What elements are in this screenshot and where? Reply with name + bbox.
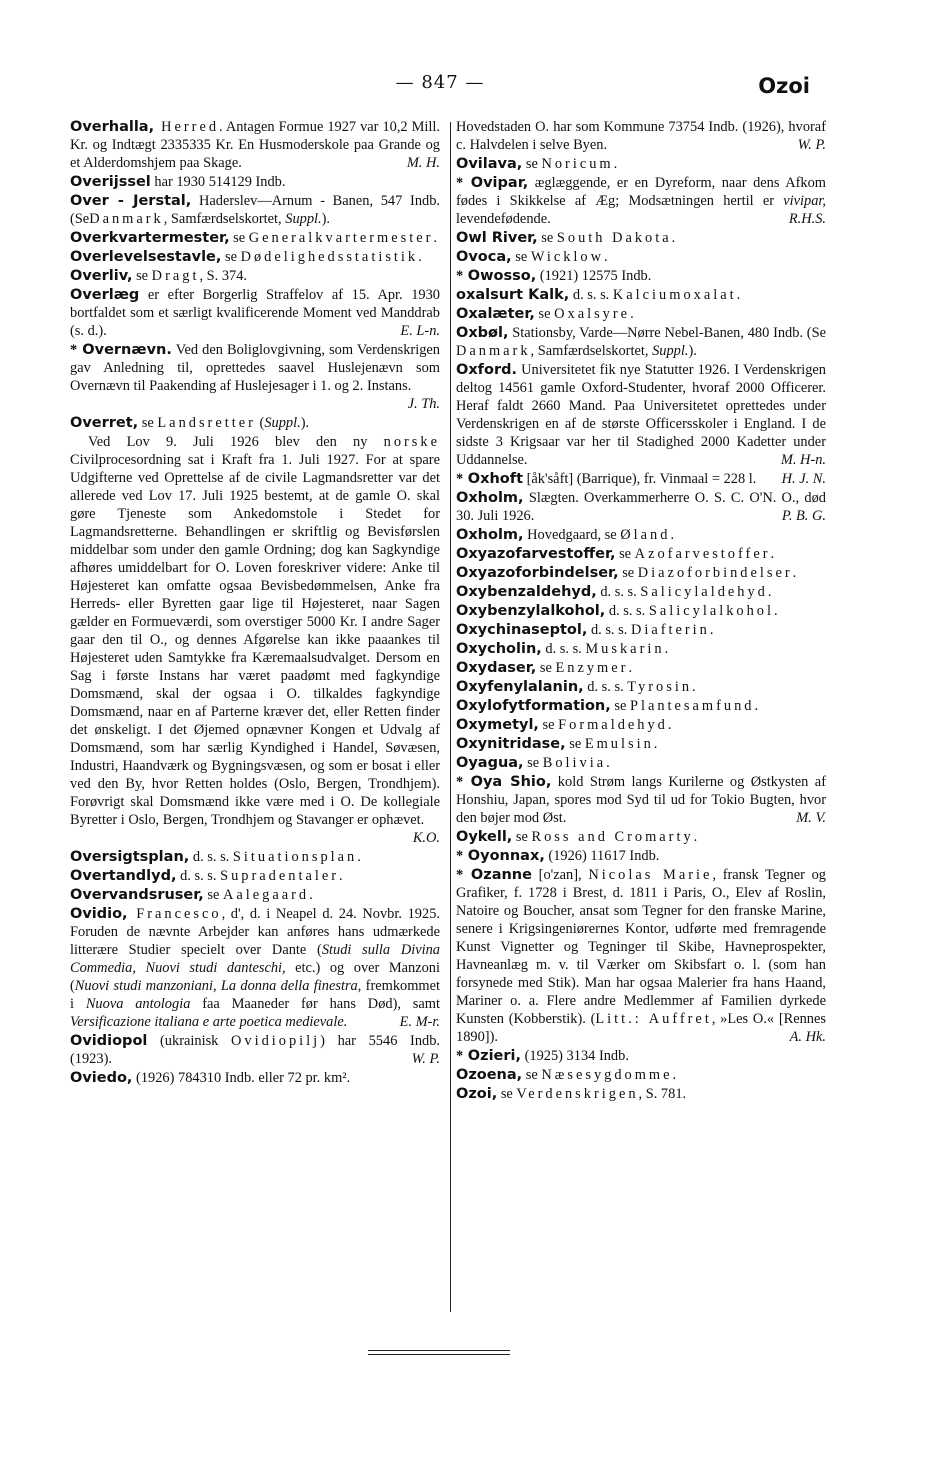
- entry-headword: Oxyazoforbindelser,: [456, 565, 619, 581]
- entry-headword: Ovidiopol: [70, 1033, 148, 1049]
- entry-text: d. s. s.: [176, 868, 221, 884]
- dictionary-entry: [456, 735, 826, 753]
- entry-text: .: [664, 641, 669, 657]
- entry-text: (1926) 784310 Indb. eller 72 pr. km².: [132, 1070, 351, 1086]
- entry-headword: Oxbøl,: [456, 325, 509, 341]
- entry-headword: Oxydaser,: [456, 660, 537, 676]
- author-signature: P. B. G.: [781, 508, 826, 524]
- star-marker: *: [456, 774, 470, 790]
- entry-text: .: [667, 717, 672, 733]
- star-marker: *: [456, 175, 470, 191]
- entry-text: d. s. s.: [587, 622, 631, 638]
- dictionary-entry: [456, 1066, 826, 1084]
- star-marker: *: [456, 867, 470, 883]
- spaced-reference: Diafterin: [630, 622, 710, 638]
- entry-text: levendefødende.: [456, 211, 551, 227]
- dictionary-entry: [456, 678, 826, 696]
- entry-headword: Oxybenzaldehyd,: [456, 584, 597, 600]
- entry-text: d. s. s.: [189, 849, 233, 865]
- entry-text: d. s. s.: [583, 679, 628, 695]
- entry-text: .: [709, 622, 714, 638]
- dictionary-entry: [70, 267, 440, 285]
- entry-headword: Overvandsruser,: [70, 887, 204, 903]
- entry-text: Civilprocesordning sat i Kraft fra 1. Juli 1927. For at spare Udgifterne ved Oprettelse af de civile Lagmandsretter var det allerede ved Lov 17. Juli 1925 bestemt, at de gamle O. skal gøre Tjeneste som Ankedomstole i Stedet for Lagmandsretterne. Behandlingen er skriftlig og Bevisførslen middelbar som under den gamle Ordning; dog kan Sagkyndige afhøres umiddelbart for O. Loven foreskriver videre: Anke til Højesteret kan omfatte ogsaa Bevisbedømmelsen, Anke fra Herreds- eller Byretten gaar lige til Højesteret, naar Sagen gælder en Formueværdi, som overstiger 5000 Kr. I andre Sager gaar den til O., og dennes Afgørelse kan ikke paaankes til Højesteret uden Samtykke fra Kæremaalsudvalget. Dersom en Sag i første Instans har været paadømt med fagkyndige Domsmænd, skal der ogsaa i O. tilkaldes fagkyndige Domsmænd, naar en af Parterne kræver det, eller Retten finder det ønskeligt. I det Øjemed opnævner Kongen et Udvalg af Domsmænd, som har særlig Kyndighed i Handel, Søvæsen, Industri, Haandværk og Bygningsvæsen, og som er bosat i eller ved den By, hvor Retten holdes (Oslo, Bergen, Trondhjem). Forøvrigt skal Domsmænd ikke være med i O. De kollegiale Byretter i Oslo, Bergen, Trondhjem og Stavanger er ophævet.: [70, 452, 440, 828]
- entry-headword: Ozanne: [470, 867, 532, 883]
- author-signature: K.O.: [412, 830, 440, 846]
- entry-text: kold Strøm langs Kurilerne og Østkysten af Honshiu, Japan, spores mod Syd til ud for Tokio Bugten, hvor den bøjer mod Øst.: [456, 774, 826, 826]
- entry-text: se: [615, 546, 635, 562]
- entry-text: , Samfærdselskortet,: [530, 343, 653, 359]
- italic-text: Suppl.: [652, 343, 689, 359]
- entry-headword: Ovidio,: [70, 906, 128, 922]
- entry-text: [åk'såft] (Barrique), fr. Vinmaal = 228 l.: [523, 471, 757, 487]
- entry-text: se: [537, 230, 557, 246]
- entry-text: se: [522, 156, 542, 172]
- dictionary-entry: [456, 229, 826, 247]
- entry-text: .: [613, 156, 618, 172]
- spaced-reference: Salicylalkohol: [648, 603, 774, 619]
- spaced-reference: Landsretter: [157, 415, 256, 431]
- dictionary-entry: [456, 305, 826, 323]
- star-marker: *: [456, 268, 467, 284]
- dictionary-entry: [456, 286, 826, 304]
- spaced-reference: Emulsin: [584, 736, 654, 752]
- entry-text: (: [255, 415, 265, 431]
- dictionary-entry: [456, 118, 826, 154]
- entry-text: ).: [321, 211, 331, 227]
- entry-text: ).: [688, 343, 697, 359]
- entry-text: se: [512, 829, 532, 845]
- entry-headword: Ozoena,: [456, 1067, 523, 1083]
- entry-text: .: [770, 546, 775, 562]
- entry-text: .: [693, 829, 698, 845]
- entry-headword: Oya Shio,: [470, 774, 552, 790]
- entry-headword: Oykell,: [456, 829, 513, 845]
- spaced-reference: Wicklow: [530, 249, 605, 265]
- spaced-reference: Formaldehyd: [558, 717, 668, 733]
- italic-text: Nuova antologia: [85, 996, 191, 1012]
- entry-text: .: [628, 660, 633, 676]
- dictionary-entry: [70, 433, 440, 847]
- entry-text: .: [630, 306, 634, 322]
- dictionary-entry: [70, 173, 440, 191]
- entry-text: .: [309, 887, 313, 903]
- dictionary-entry: [70, 341, 440, 413]
- spaced-reference: Litt.: Auffret: [595, 1011, 712, 1027]
- spaced-reference: Øland: [620, 527, 671, 543]
- dictionary-entry: [456, 489, 826, 525]
- author-signature: M. H-n.: [780, 452, 826, 468]
- star-marker: *: [456, 848, 467, 864]
- entry-text: .: [672, 1067, 677, 1083]
- spaced-reference: Supradentaler: [220, 868, 340, 884]
- entry-headword: Oversigtsplan,: [70, 849, 190, 865]
- entry-headword: Owosso,: [467, 268, 537, 284]
- spaced-reference: Herred: [154, 119, 220, 135]
- dictionary-entry: [456, 583, 826, 601]
- entry-headword: Overlæg: [70, 287, 140, 303]
- entry-text: , Samfærdselskortet,: [163, 211, 286, 227]
- entry-text: se: [497, 1086, 517, 1102]
- spaced-reference: South Dakota: [556, 230, 672, 246]
- dictionary-entry: [456, 754, 826, 772]
- dictionary-entry: [456, 621, 826, 639]
- entry-text: Haderslev—Arnum - Banen, 547 Indb. (Se: [70, 193, 440, 227]
- dictionary-entry: [456, 545, 826, 563]
- dictionary-entry: [456, 697, 826, 715]
- spaced-reference: Danmark: [89, 211, 164, 227]
- entry-headword: Owl River,: [456, 230, 538, 246]
- entry-text: etc.) og over Manzoni (: [70, 960, 441, 994]
- entry-text: (1925) 3134 Indb.: [521, 1048, 629, 1064]
- entry-headword: Overret,: [70, 415, 139, 431]
- dictionary-entry: [70, 192, 440, 228]
- entry-headword: Oviedo,: [70, 1070, 133, 1086]
- entry-text: er efter Borgerlig Straffelov af 15. Apr. 1930 bortfaldet som et særligt kvalificerende Moment ved Manddrab (s. d.).: [70, 287, 440, 339]
- dictionary-entry: [456, 564, 826, 582]
- entry-headword: Oxyazofarvestoffer,: [456, 546, 616, 562]
- dictionary-entry: [456, 659, 826, 677]
- entry-headword: Overtandlyd,: [70, 868, 177, 884]
- entry-text: .: [339, 868, 343, 884]
- entry-headword: oxalsurt Kalk,: [456, 287, 570, 303]
- spaced-reference: Danmark: [456, 343, 531, 359]
- entry-text: se: [536, 660, 556, 676]
- entry-text: .: [357, 849, 361, 865]
- entry-text: Universitetet fik nye Statutter 1926. I Verdenskrigen deltog 14561 gamle Oxford-Studenter, hvoraf 2000 Officerer. Heraf faldt 2660 Mand. Paa Universitetet oprettedes under Verdenskrigen en af de største Officersskoler i England. I de sidste 3 Krigsaar var her til Stadighed 2000 Kadetter under Uddannelse.: [456, 362, 826, 468]
- entry-headword: Oxholm,: [456, 527, 524, 543]
- entry-text: .: [792, 565, 797, 581]
- dictionary-entry: [70, 1069, 440, 1087]
- entry-headword: Oxalæter,: [456, 306, 535, 322]
- italic-text: Versificazione italiana e arte poetica medievale.: [70, 1014, 348, 1030]
- entry-headword: Overhalla,: [70, 119, 155, 135]
- dictionary-entry: [70, 229, 440, 247]
- spaced-reference: Ovidiopilj: [231, 1033, 321, 1049]
- spaced-reference: Oxalsyre: [554, 306, 631, 322]
- footer-rule-bottom: [368, 1354, 510, 1355]
- entry-headword: Oxylofytformation,: [456, 698, 611, 714]
- dictionary-entry: [70, 248, 440, 266]
- entry-text: se: [618, 565, 638, 581]
- entry-headword: Oxymetyl,: [456, 717, 539, 733]
- entry-headword: Overkvartermester,: [70, 230, 230, 246]
- italic-text: Suppl.: [285, 211, 322, 227]
- entry-text: ).: [300, 415, 310, 431]
- entry-headword: Ovoca,: [456, 249, 512, 265]
- entry-headword: Oxychinaseptol,: [456, 622, 588, 638]
- entry-text: Stationsby, Varde—Nørre Nebel-Banen, 480 Indb. (Se: [508, 325, 826, 341]
- entry-text: .: [767, 584, 772, 600]
- spaced-reference: Noricum: [541, 156, 614, 172]
- entry-text: .: [670, 527, 675, 543]
- spaced-reference: Kalciumoxalat: [612, 287, 737, 303]
- page-number: — 847 —: [395, 72, 485, 93]
- author-signature: H. J. N.: [781, 471, 826, 487]
- author-signature: M. H.: [406, 155, 440, 171]
- spaced-reference: Plantesamfund: [629, 698, 755, 714]
- entry-headword: Oyagua,: [456, 755, 524, 771]
- spaced-reference: Muskarin: [585, 641, 665, 657]
- entry-text: (ukrainisk: [147, 1033, 231, 1049]
- entry-text: faa Maaneder før hans Død), samt: [190, 996, 440, 1012]
- entry-text: æglæggende, er en Dyreform, naar dens Afkom fødes i Skikkelse af Æg; Modsætningen hertil er: [456, 175, 826, 209]
- spaced-reference: Diazoforbindelser: [637, 565, 793, 581]
- spaced-reference: Tyrosin: [627, 679, 693, 695]
- spaced-reference: norske: [383, 434, 440, 450]
- entry-text: Ved Lov 9. Juli 1926 blev den ny: [88, 434, 384, 450]
- entry-headword: Oyonnax,: [467, 848, 545, 864]
- entry-text: (1926) 11617 Indb.: [544, 848, 660, 864]
- entry-headword: Over - Jerstal,: [70, 193, 192, 209]
- entry-text: se: [229, 230, 249, 246]
- italic-text: vivipar,: [783, 193, 826, 209]
- entry-text: se: [221, 249, 241, 265]
- star-marker: *: [456, 471, 467, 487]
- entry-headword: Oxholm,: [456, 490, 524, 506]
- entry-text: d. s. s.: [605, 603, 649, 619]
- entry-headword: Oxybenzylalkohol,: [456, 603, 606, 619]
- entry-text: .: [671, 230, 676, 246]
- spaced-reference: Næsesygdomme: [541, 1067, 673, 1083]
- dictionary-entry: [456, 526, 826, 544]
- spaced-reference: Ross and Cromarty: [531, 829, 694, 845]
- dictionary-entry: [456, 1047, 826, 1065]
- entry-text: se: [523, 755, 543, 771]
- spaced-reference: Aalegaard: [223, 887, 310, 903]
- dictionary-entry: [70, 886, 440, 904]
- dictionary-entry: [70, 848, 440, 866]
- author-signature: M. V.: [796, 810, 826, 826]
- entry-text: Hovedgaard, se: [523, 527, 621, 543]
- spaced-reference: Verdenskrigen: [516, 1086, 639, 1102]
- spaced-reference: Dragt: [151, 268, 200, 284]
- entry-text: Slægten. Overkammerherre O. S. C. O'N. O., død 30. Juli 1926.: [456, 490, 826, 524]
- entry-text: se: [610, 698, 630, 714]
- dictionary-entry: [456, 640, 826, 658]
- spaced-reference: Situationsplan: [232, 849, 358, 865]
- dictionary-entry: [456, 324, 826, 360]
- dictionary-entry: [70, 867, 440, 885]
- star-marker: *: [456, 1048, 467, 1064]
- entry-headword: Ozoi,: [456, 1086, 498, 1102]
- entry-text: .: [653, 736, 658, 752]
- entry-text: .: [433, 230, 438, 246]
- star-marker: *: [70, 342, 82, 358]
- entry-headword: Overlevelsestavle,: [70, 249, 222, 265]
- spaced-reference: Bolivia: [542, 755, 607, 771]
- dictionary-entry: [456, 847, 826, 865]
- entry-text: se: [522, 1067, 542, 1083]
- entry-text: d. s. s.: [541, 641, 586, 657]
- entry-text: fremkommet i: [70, 978, 440, 1012]
- entry-text: .: [736, 287, 741, 303]
- italic-text: Suppl.: [264, 415, 301, 431]
- dictionary-entry: [70, 1032, 440, 1068]
- dictionary-entry: [70, 414, 440, 432]
- entry-text: . Antagen Formue 1927 var 10,2 Mill. Kr. og Indtægt 2335335 Kr. En Husmoderskole paa Grande og et Alderdomshjem paa Skage.: [70, 119, 440, 171]
- author-signature: A. Hk.: [789, 1029, 826, 1045]
- dictionary-entry: [70, 905, 440, 1031]
- spaced-reference: Dødelighedsstatistik: [240, 249, 419, 265]
- dictionary-entry: [456, 361, 826, 469]
- entry-text: se: [538, 717, 559, 733]
- entry-text: .: [754, 698, 759, 714]
- spaced-reference: Enzymer: [555, 660, 629, 676]
- entry-text: .: [604, 249, 608, 265]
- entry-headword: Oxyfenylalanin,: [456, 679, 584, 695]
- entry-text: , S. 374.: [199, 268, 248, 284]
- author-signature: W. P.: [411, 1051, 440, 1067]
- entry-text: se: [138, 415, 158, 431]
- entry-text: [o'zan],: [531, 867, 589, 883]
- entry-headword: Overijssel: [70, 174, 151, 190]
- dictionary-entry: [70, 286, 440, 340]
- entry-text: .: [418, 249, 422, 265]
- dictionary-entry: [456, 155, 826, 173]
- entry-text: se: [534, 306, 555, 322]
- dictionary-entry: [456, 174, 826, 228]
- entry-text: Hovedstaden O. har som Kommune 73754 Indb. (1926), hvoraf c. Halvdelen i selve Byen.: [456, 119, 826, 153]
- dictionary-entry: [456, 248, 826, 266]
- entry-text: , »Les O.« [Rennes 1890]).: [456, 1011, 826, 1045]
- entry-text: d. s. s.: [569, 287, 613, 303]
- dictionary-entry: [456, 773, 826, 827]
- entry-headword: Oxynitridase,: [456, 736, 566, 752]
- spaced-reference: Salicylaldehyd: [640, 584, 768, 600]
- dictionary-entry: [456, 828, 826, 846]
- author-signature: W. P.: [797, 137, 826, 153]
- entry-text: har 1930 514129 Indb.: [150, 174, 286, 190]
- dictionary-entry: [456, 1085, 826, 1103]
- entry-text: se: [565, 736, 585, 752]
- entry-headword: Oxycholin,: [456, 641, 542, 657]
- entry-headword: Overnævn.: [82, 342, 172, 358]
- spaced-reference: Francesco: [127, 906, 222, 922]
- column-divider: [450, 122, 451, 1312]
- entry-headword: Overliv,: [70, 268, 133, 284]
- entry-headword: Ozieri,: [467, 1048, 521, 1064]
- author-signature: J. Th.: [407, 396, 440, 412]
- dictionary-entry: [456, 716, 826, 734]
- left-column: [70, 118, 440, 1088]
- entry-text: se: [203, 887, 223, 903]
- entry-text: , fransk Tegner og Grafiker, f. 1728 i Brest, d. 1811 i Paris, O., Elev af Roslin, Natoire og Boucher, ansat som Tegner for den franske Marine, senere i Krigsingeniørernes Kontor, udførte med fremragende Kunst Vignetter og Tegninger til Skibe, Havneprospekter, Havneanlæg m. v. til Værker om Skibsfart o. l. (som han forsynede med Stik). Man har ogsaa Malerier fra hans Haand, Mariner o. a. Flere andre Medlemmer af Familien dyrkede Kunsten (Kobberstik). (: [456, 867, 826, 1027]
- dictionary-entry: [456, 267, 826, 285]
- entry-text: se: [511, 249, 531, 265]
- entry-text: se: [132, 268, 152, 284]
- entry-text: .: [606, 755, 610, 771]
- italic-text: Nuovi studi manzoniani, La donna della finestra,: [74, 978, 362, 994]
- entry-headword: Ovipar,: [470, 175, 529, 191]
- author-signature: R.H.S.: [788, 211, 826, 227]
- entry-text: , S. 781.: [638, 1086, 687, 1102]
- italic-text: Studi sulla Divina Commedia, Nuovi studi danteschi,: [70, 942, 440, 976]
- dictionary-entry: [70, 118, 440, 172]
- entry-headword: Oxford.: [456, 362, 517, 378]
- entry-text: .: [692, 679, 696, 695]
- dictionary-entry: [456, 470, 826, 488]
- entry-text: d. s. s.: [596, 584, 641, 600]
- author-signature: E. M-r.: [399, 1014, 440, 1030]
- author-signature: E. L-n.: [400, 323, 440, 339]
- spaced-reference: Azofarvestoffer: [634, 546, 771, 562]
- dictionary-entry: [456, 866, 826, 1046]
- entry-text: , d', d. i Neapel d. 24. Novbr. 1925. Foruden de nævnte Arbejder kan anføres hans udmærkede litterære Studier specielt over Dante (: [70, 906, 440, 958]
- footer-rule-top: [368, 1350, 510, 1351]
- dictionary-entry: [456, 602, 826, 620]
- spaced-reference: Generalkvartermester: [248, 230, 434, 246]
- running-head: Ozoi: [758, 74, 810, 98]
- entry-text: .: [774, 603, 778, 619]
- entry-text: ) har 5546 Indb. (1923).: [70, 1033, 441, 1067]
- entry-text: (1921) 12575 Indb.: [536, 268, 652, 284]
- spaced-reference: Nicolas Marie: [588, 867, 713, 883]
- entry-headword: Ovilava,: [456, 156, 523, 172]
- entry-text: Ved den Boliglovgivning, som Verdenskrigen gav Anledning til, oprettedes saavel Huslejenævn som Overnævn til Paakending af Huslejesager i 1. og 2. Instans.: [70, 342, 440, 394]
- right-column: [456, 118, 826, 1104]
- entry-headword: Oxhoft: [467, 471, 524, 487]
